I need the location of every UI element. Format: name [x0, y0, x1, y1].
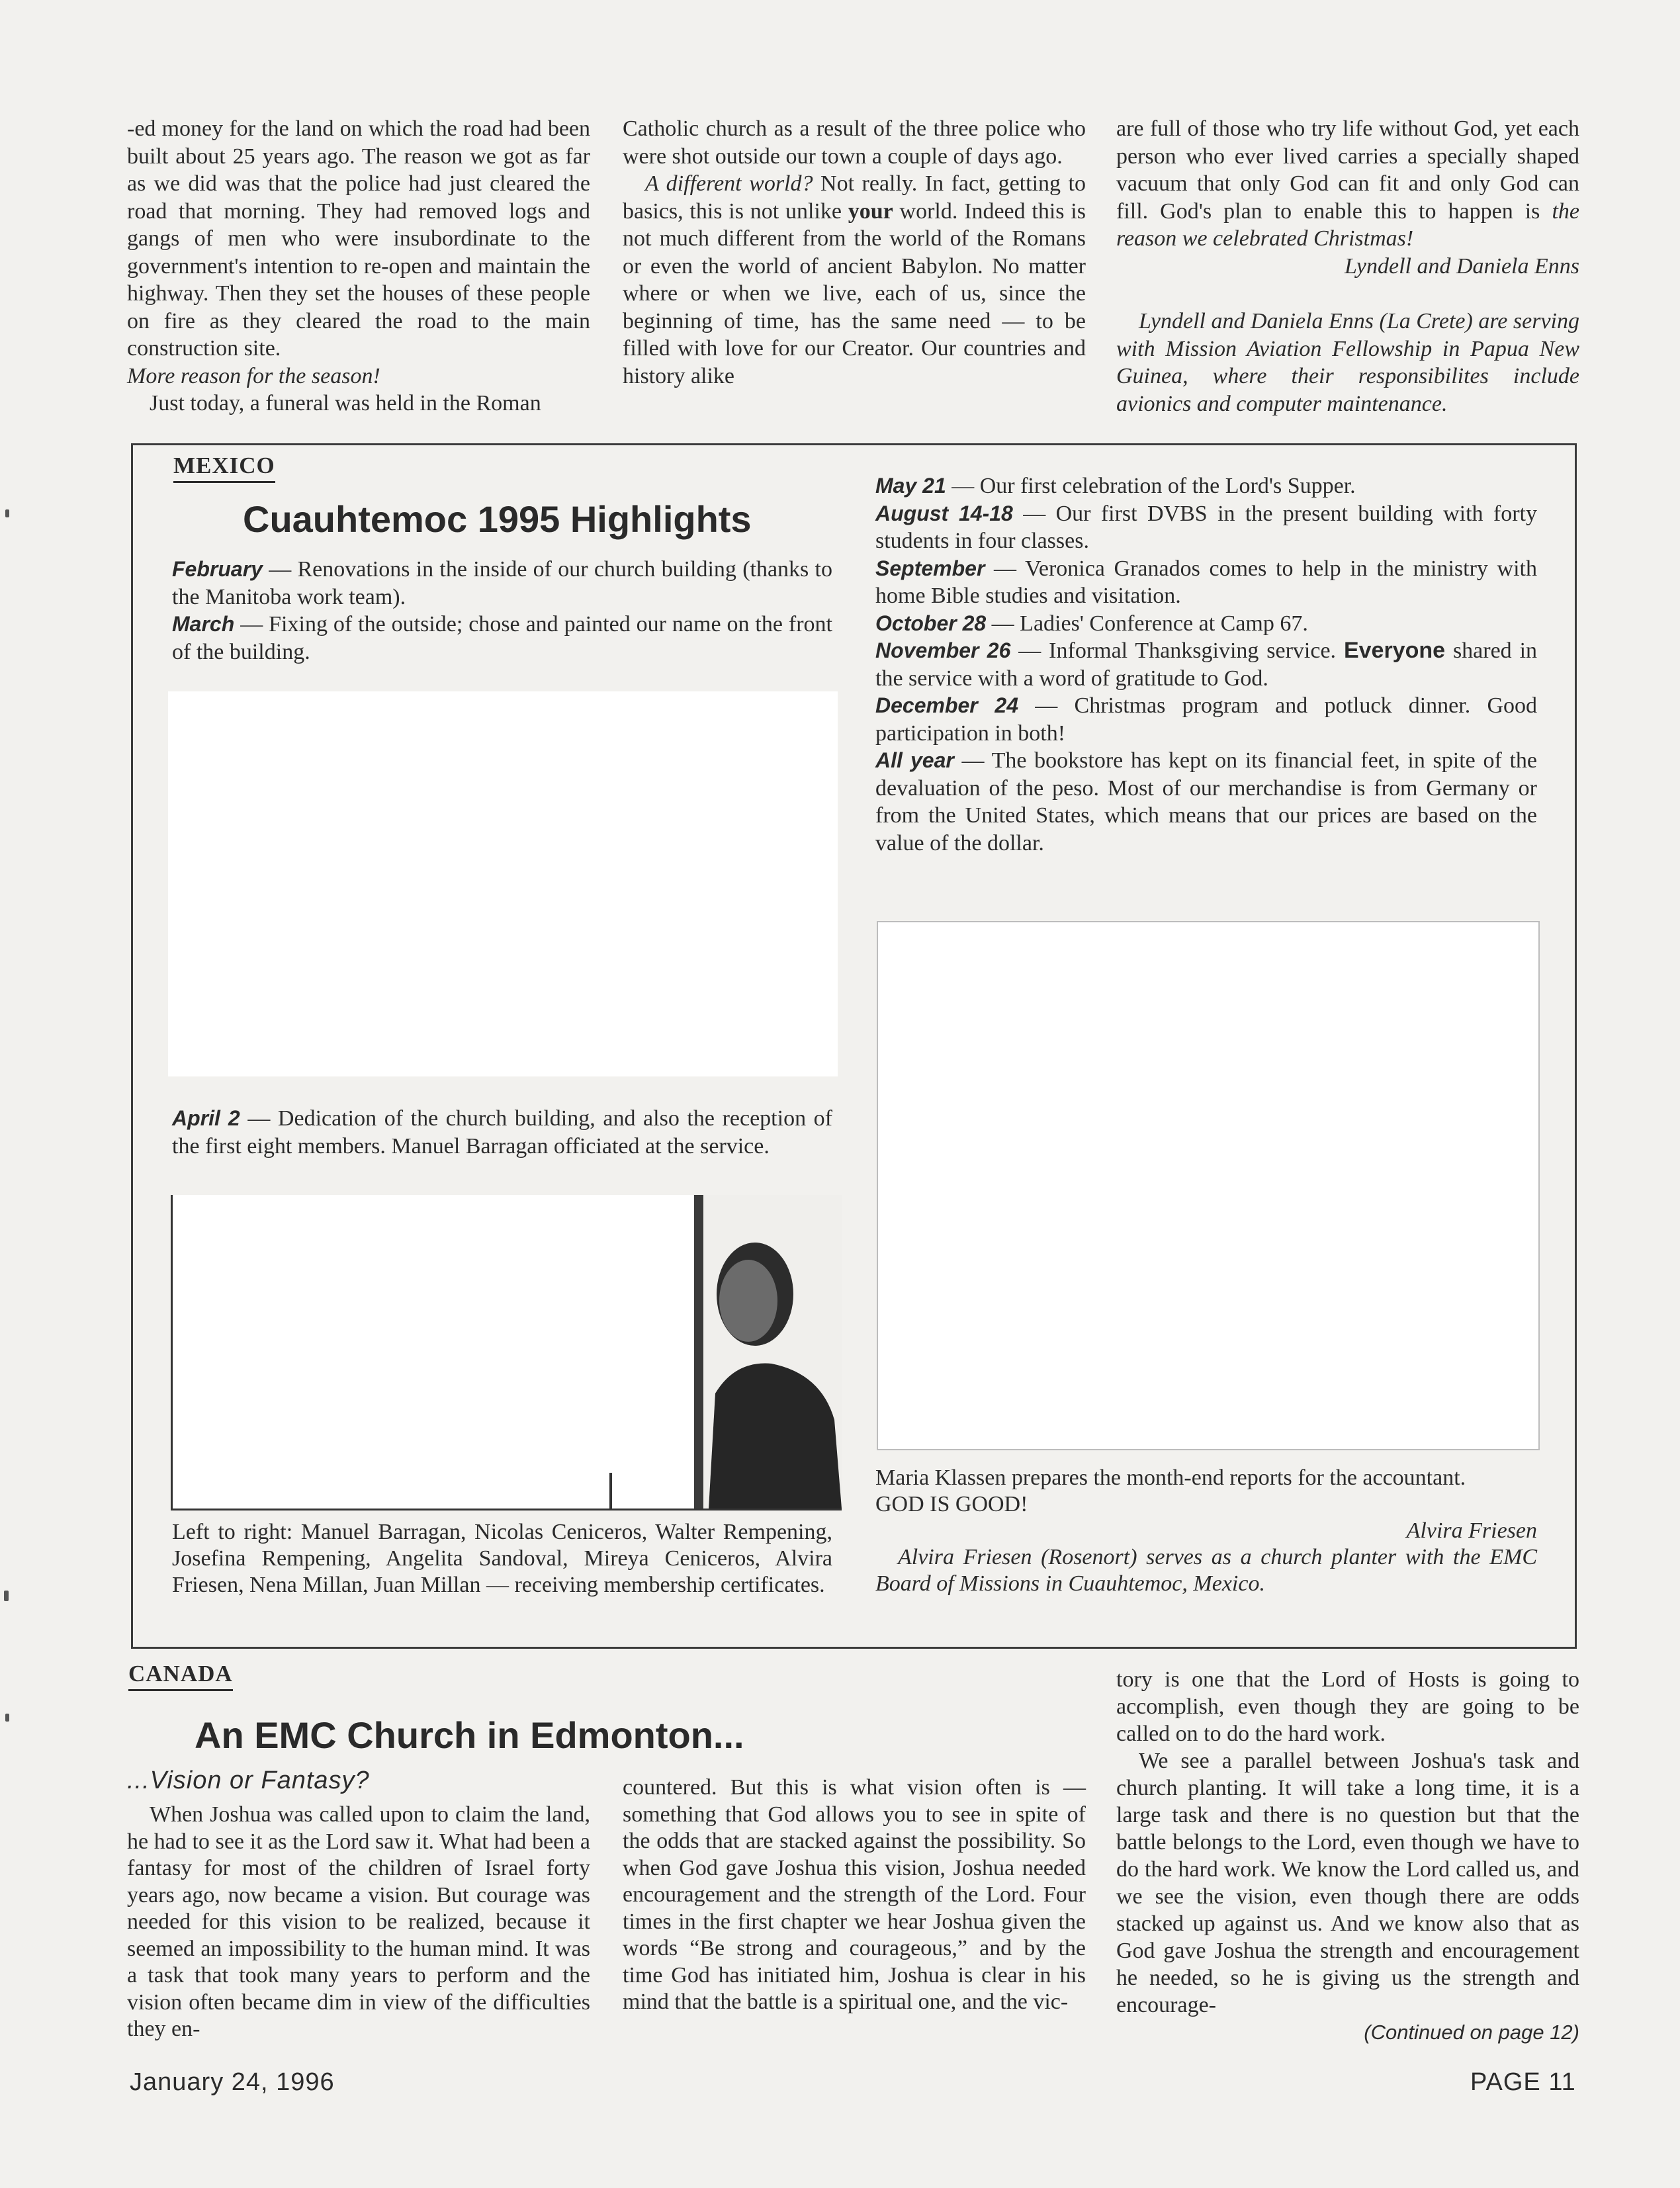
canada-col3-text2: We see a parallel between Joshua's task and church planting. It will take a long time, it is a large task and there is no question but that the battle belongs to the Lord, even though we have to do the hard work. We know the Lord called us, and we see the vision, even though there are odds stacked up against us. And we know also that as God gave Joshua the strength and encouragement he needed, so he is giving us the strength and encourage- [1116, 1749, 1579, 2017]
entry-date: All year [875, 748, 954, 772]
entry-october [875, 610, 1537, 638]
margin-speck [4, 1591, 9, 1601]
top-col3-bio: Lyndell and Daniela Enns (La Crete) are serving with Mission Aviation Fellowship in Papua New Guinea, where their responsibilites include avionics and computer maintenance. [1116, 309, 1579, 416]
entry-text: — Our first celebration of the Lord's Supper. [946, 474, 1356, 498]
entry-august [875, 500, 1537, 555]
footer-date: January 24, 1996 [130, 2068, 335, 2096]
entry-date: April 2 [172, 1106, 240, 1130]
mexico-title: Cuauhtemoc 1995 Highlights [243, 498, 752, 540]
top-column-2 [623, 115, 1086, 390]
entry-date: December 24 [875, 693, 1018, 717]
top-col1-italic: More reason for the season! [127, 363, 380, 388]
entry-date: March [172, 612, 235, 636]
entry-december [875, 692, 1537, 747]
top-col2-para: Catholic church as a result of the three police who were shot outside our town a couple of days ago. [623, 116, 1086, 169]
entry-text: — Informal Thanksgiving service. [1010, 638, 1344, 663]
top-col2-bold: your [848, 198, 893, 224]
top-column-3 [1116, 115, 1579, 417]
mexico-left-entries [172, 556, 832, 666]
photo2-caption: Left to right: Manuel Barragan, Nicolas Ceniceros, Walter Rempening, Josefina Rempening, Angelita Sandoval, Mireya Ceniceros, Alvira Friesen, Nena Millan, Juan Millan — receiving membership certificates. [172, 1520, 832, 1597]
entry-text: — Veronica Granados comes to help in the ministry with home Bible studies and visitation. [875, 556, 1537, 608]
margin-speck [5, 509, 9, 517]
entry-text: — Fixing of the outside; chose and painted our name on the front of the building. [172, 612, 832, 664]
mexico-closing [875, 1465, 1537, 1597]
entry-text: — Dedication of the church building, and also the reception of the first eight members. Manuel Barragan officiated at the service. [172, 1106, 833, 1159]
entry-all-year [875, 747, 1537, 857]
top-col2-text: Not really. In fact, getting to basics, this is not unlike [623, 171, 1086, 224]
top-col1-para2: Just today, a funeral was held in the Roman [150, 391, 541, 416]
canada-title: An EMC Church in Edmonton... [195, 1714, 744, 1756]
entry-date: August 14-18 [875, 501, 1013, 525]
entry-september [875, 555, 1537, 610]
entry-text: — Christmas program and potluck dinner. Good participation in both! [875, 693, 1538, 746]
mexico-right-entries [875, 472, 1537, 857]
canada-section-label: CANADA [128, 1661, 233, 1691]
entry-text: — Renovations in the inside of our church building (thanks to the Manitoba work team). [172, 557, 832, 609]
canada-column-1 [127, 1802, 590, 2043]
entry-text: — Our first DVBS in the present building with forty students in four classes. [875, 501, 1538, 553]
entry-text: shared in the service with a word of gratitude to God. [875, 638, 1538, 691]
canada-column-2 [623, 1774, 1086, 2016]
photo-membership-certificates [171, 1195, 842, 1510]
canada-column-3 [1116, 1666, 1579, 2046]
top-col2-italic: A different world? [645, 171, 813, 196]
photo-church-building [168, 691, 838, 1076]
photo3-caption: Maria Klassen prepares the month-end reports for the accountant. [875, 1466, 1466, 1490]
canada-col2-text: countered. But this is what vision often is — something that God allows you to see in spite of the odds that are stacked against the possibility. So when God gave Joshua this vision, Joshua needed encouragement and the strength of the Lord. Four times in the first chapter we hear Joshua given the words “Be strong and courageous,” and by the time God has initiated him, Joshua is clear in his mind that the battle is a spiritual one, and the vic- [623, 1775, 1086, 2014]
canada-col3-text: tory is one that the Lord of Hosts is going to accomplish, even though they are going to be called on to do the hard work. [1116, 1667, 1579, 1746]
entry-date: May 21 [875, 474, 946, 498]
entry-text: — Ladies' Conference at Camp 67. [986, 611, 1308, 636]
mexico-bio: Alvira Friesen (Rosenort) serves as a church planter with the EMC Board of Missions in Cuauhtemoc, Mexico. [875, 1545, 1537, 1596]
photo-maria-klassen [877, 921, 1540, 1450]
entry-march [172, 611, 832, 666]
top-col2-text2: world. Indeed this is not much different from the world of the Romans or even the world of ancient Babylon. No matter where or when we live, each of us, since the beginning of time, has the same need — to be filled with love for our Creator. Our countries and history alike [623, 198, 1086, 388]
canada-subtitle: ...Vision or Fantasy? [127, 1767, 370, 1794]
canada-col1-text: When Joshua was called upon to claim the land, he had to see it as the Lord saw it. What had been a fantasy for most of the children of Israel forty years ago, now became a vision. But courage was needed for this vision to be realized, because it seemed an impossibility to the human mind. It was a task that took many years to perform and the vision often became dim in view of the difficulties they en- [127, 1802, 590, 2041]
continued-note: (Continued on page 12) [1364, 2021, 1579, 2044]
mexico-section-label: MEXICO [173, 453, 275, 483]
margin-speck [5, 1714, 9, 1722]
entry-date: October 28 [875, 611, 987, 635]
entry-november [875, 637, 1537, 692]
entry-date: November 26 [875, 638, 1011, 662]
entry-text: — The bookstore has kept on its financial feet, in spite of the devaluation of the peso. Most of our merchandise is from Germany or from the United States, which means that our prices are based on the value of the dollar. [875, 748, 1538, 855]
top-col1-para: -ed money for the land on which the road had been built about 25 years ago. The reason we got as far as we did was that the police had just cleared the road that morning. They had removed logs and gangs of men who were insubordinate to the government's intention to re-open and maintain the highway. Then they set the houses of these people on fire as they cleared the road to the main construction site. [127, 116, 590, 361]
entry-may [875, 472, 1537, 500]
top-col3-para [1116, 115, 1579, 253]
entry-date: September [875, 556, 985, 580]
footer-page-number: PAGE 11 [1470, 2068, 1576, 2096]
entry-february [172, 556, 832, 611]
closing-text: GOD IS GOOD! [875, 1492, 1028, 1516]
top-column-1 [127, 115, 590, 417]
mexico-signature: Alvira Friesen [1406, 1518, 1537, 1543]
entry-bold: Everyone [1343, 638, 1446, 663]
top-col2-para2 [623, 170, 1086, 390]
entry-date: February [172, 557, 263, 581]
top-col3-text: are full of those who try life without God, yet each person who ever lived carries a specially shaped vacuum that only God can fit and only God can fill. God's plan to enable this to happen is [1116, 116, 1579, 224]
man-silhouette-image [173, 1195, 842, 1509]
top-col3-signature: Lyndell and Daniela Enns [1344, 253, 1579, 279]
top-col3-italic: the reason we celebrated Christmas! [1116, 198, 1579, 251]
mexico-april-entry [172, 1105, 832, 1160]
entry-april [172, 1105, 832, 1160]
